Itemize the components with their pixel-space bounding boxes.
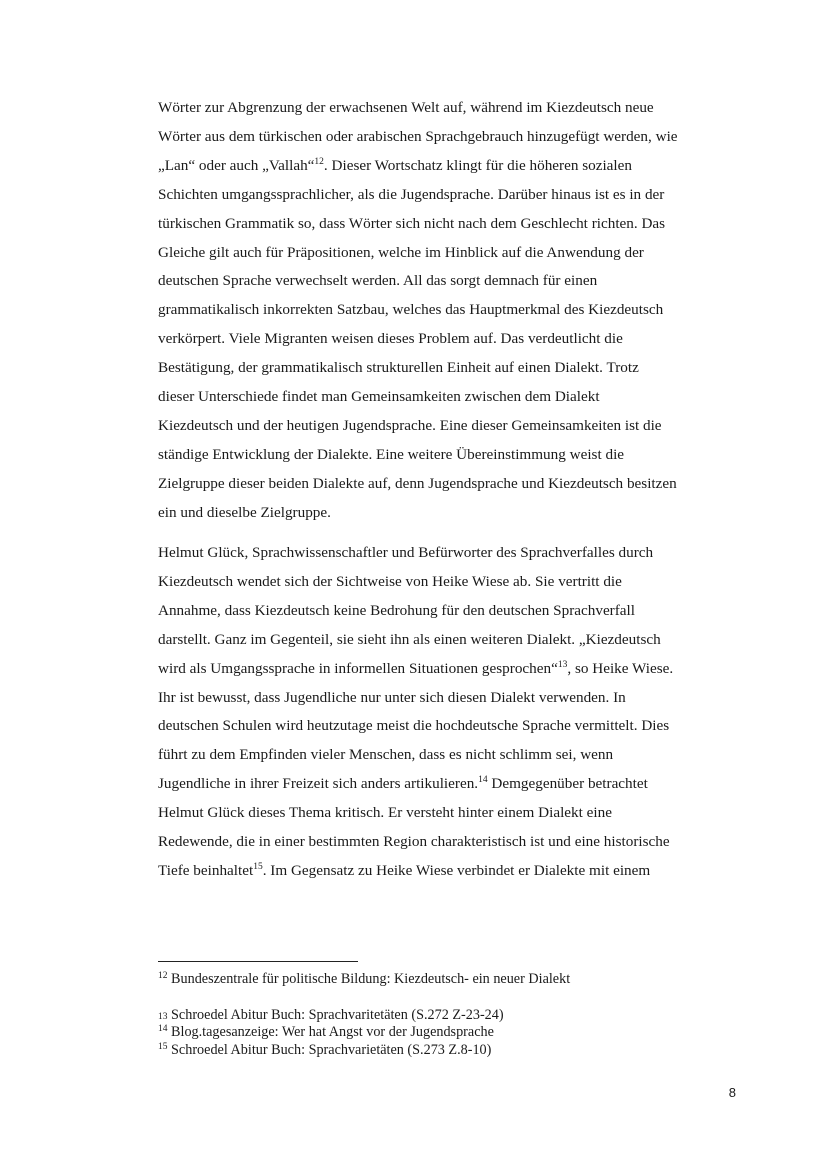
footnote-text: Blog.tagesanzeige: Wer hat Angst vor der Jugendsprache — [167, 1024, 494, 1040]
footnote-number: 14 — [158, 1024, 168, 1034]
footnote-ref-14[interactable]: 14 — [478, 775, 488, 786]
text-line: Zielgruppe dieser beiden Dialekte auf, denn Jugendsprache und Kiezdeutsch besitzen — [158, 474, 677, 492]
footnote-separator — [158, 961, 358, 962]
text-line — [158, 655, 734, 684]
text-fragment: Demgegenüber betrachtet — [487, 775, 648, 793]
text-line: Helmut Glück dieses Thema kritisch. Er versteht hinter einem Dialekt eine — [158, 804, 612, 822]
text-line: Kiezdeutsch wendet sich der Sichtweise von Heike Wiese ab. Sie vertritt die — [158, 572, 622, 590]
text-line — [158, 152, 734, 181]
text-line: verkörpert. Viele Migranten weisen dieses Problem auf. Das verdeutlicht die — [158, 330, 623, 348]
body-paragraph-2 — [158, 539, 734, 886]
text-line: Ihr ist bewusst, dass Jugendliche nur unter sich diesen Dialekt verwenden. In — [158, 688, 626, 706]
text-line: Annahme, dass Kiezdeutsch keine Bedrohung für den deutschen Sprachverfall — [158, 601, 635, 619]
footnote-text: Schroedel Abitur Buch: Sprachvaritetäten (S.272 Z-23-24) — [167, 1007, 504, 1023]
footnote-number: 13 — [158, 1012, 168, 1022]
text-fragment: Tiefe beinhaltet — [158, 861, 254, 879]
text-line: ein und dieselbe Zielgruppe. — [158, 503, 331, 521]
text-fragment: , so Heike Wiese. — [567, 659, 674, 677]
footnote-12 — [158, 971, 570, 988]
text-line: grammatikalisch inkorrekten Satzbau, welches das Hauptmerkmal des Kiezdeutsch — [158, 301, 664, 319]
footnote-14 — [158, 1024, 494, 1041]
text-line: Kiezdeutsch und der heutigen Jugendsprache. Eine dieser Gemeinsamkeiten ist die — [158, 416, 662, 434]
text-line: dieser Unterschiede findet man Gemeinsamkeiten zwischen dem Dialekt — [158, 388, 600, 406]
text-line: Gleiche gilt auch für Präpositionen, welche im Hinblick auf die Anwendung der — [158, 243, 644, 261]
text-line: darstellt. Ganz im Gegenteil, sie sieht ihn als einen weiteren Dialekt. „Kiezdeutsch — [158, 630, 661, 648]
text-line: Helmut Glück, Sprachwissenschaftler und Befürworter des Sprachverfalles durch — [158, 544, 654, 561]
footnote-text: Bundeszentrale für politische Bildung: Kiezdeutsch- ein neuer Dialekt — [167, 971, 571, 987]
text-fragment: wird als Umgangssprache in informellen Situationen gesprochen“ — [158, 659, 558, 677]
text-line: Wörter aus dem türkischen oder arabischen Sprachgebrauch hinzugefügt werden, wie — [158, 127, 678, 145]
text-line: Wörter zur Abgrenzung der erwachsenen Welt auf, während im Kiezdeutsch neue — [158, 99, 654, 116]
text-fragment: „Lan“ oder auch „Vallah“ — [158, 156, 315, 174]
text-fragment: . Dieser Wortschatz klingt für die höheren sozialen — [323, 156, 632, 174]
footnote-ref-13[interactable]: 13 — [557, 659, 568, 670]
footnote-ref-15[interactable]: 15 — [253, 861, 263, 872]
page-number: 8 — [728, 1085, 736, 1100]
text-fragment: . Im Gegensatz zu Heike Wiese verbindet er Dialekte mit einem — [262, 861, 651, 879]
text-line: Schichten umgangssprachlicher, als die Jugendsprache. Darüber hinaus ist es in der — [158, 185, 665, 203]
footnote-text: Schroedel Abitur Buch: Sprachvarietäten (S.273 Z.8-10) — [167, 1042, 492, 1058]
text-line: Bestätigung, der grammatikalisch strukturellen Einheit auf einen Dialekt. Trotz — [158, 359, 639, 377]
footnote-number: 12 — [158, 971, 168, 981]
footnote-number: 15 — [158, 1042, 168, 1052]
text-line — [158, 857, 734, 886]
footnote-15 — [158, 1042, 491, 1059]
text-line: Redewende, die in einer bestimmten Region charakteristisch ist und eine historische — [158, 833, 670, 851]
text-line: türkischen Grammatik so, dass Wörter sich nicht nach dem Geschlecht richten. Das — [158, 214, 666, 232]
text-line — [158, 770, 734, 799]
text-fragment: Jugendliche in ihrer Freizeit sich anders artikulieren. — [158, 775, 479, 793]
text-line: deutschen Sprache verwechselt werden. All das sorgt demnach für einen — [158, 272, 598, 290]
text-line: führt zu dem Empfinden vieler Menschen, dass es nicht schlimm sei, wenn — [158, 746, 614, 764]
text-line: ständige Entwicklung der Dialekte. Eine weitere Übereinstimmung weist die — [158, 445, 625, 463]
text-line: deutschen Schulen wird heutzutage meist die hochdeutsche Sprache vermittelt. Dies — [158, 717, 670, 735]
body-paragraph-1 — [158, 94, 734, 528]
footnote-ref-12[interactable]: 12 — [314, 156, 324, 167]
